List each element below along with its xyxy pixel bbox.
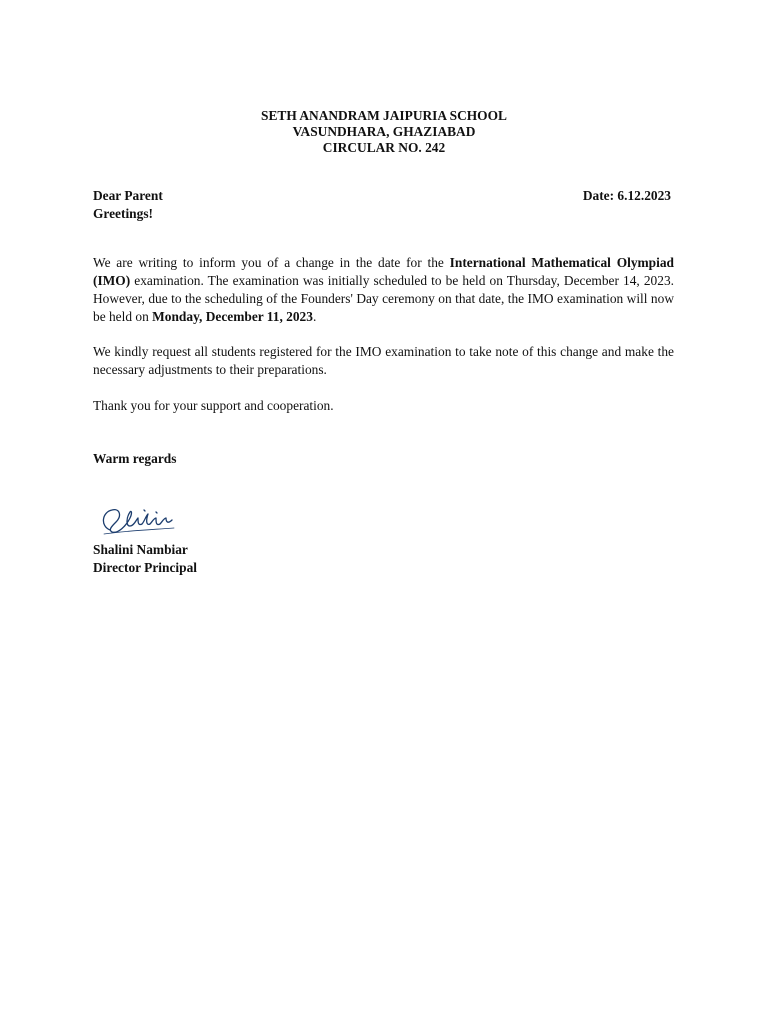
signer-name: Shalini Nambiar [93, 542, 188, 557]
closing: Warm regards [93, 451, 177, 466]
body-paragraph-3: Thank you for your support and cooperation. [93, 398, 334, 413]
circular-date: Date: 6.12.2023 [582, 188, 671, 203]
olympiad-name: International Mathematical Olympiad (IMO) [93, 255, 674, 288]
paragraph-1-text-a: We are writing to inform you of a change in the date for the [93, 255, 450, 270]
paragraph-1-text-c: . [312, 309, 317, 324]
letterhead [0, 108, 768, 156]
circular-number: CIRCULAR NO. 242 [322, 140, 446, 155]
school-location: VASUNDHARA, GHAZIABAD [292, 124, 476, 139]
new-exam-date: Monday, December 11, 2023 [152, 309, 313, 324]
greeting: Greetings! [93, 206, 153, 221]
paragraph-1-text-b: examination. The examination was initially scheduled to be held on Thursday, December 14, 2023. However, due to the scheduling of the Founders' Day ceremony on that date, the IMO examination will now be held on [93, 273, 674, 324]
school-name: SETH ANANDRAM JAIPURIA SCHOOL [261, 108, 507, 123]
signer-block [93, 541, 197, 577]
body-paragraph-1 [93, 254, 674, 326]
salutation: Dear Parent [93, 188, 163, 203]
signature-image [96, 500, 178, 538]
signer-title: Director Principal [93, 560, 197, 575]
body-paragraph-2: We kindly request all students registered for the IMO examination to take note of this change and make the necessary adjustments to their preparations. [93, 344, 674, 377]
